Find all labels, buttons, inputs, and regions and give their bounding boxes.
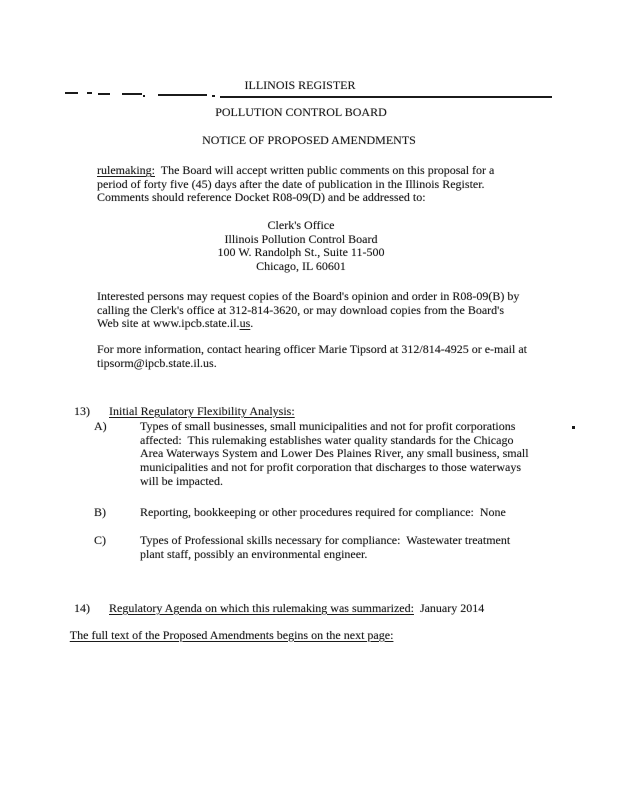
clerk-address-block — [0, 219, 602, 274]
address-line: Illinois Pollution Control Board — [224, 231, 378, 246]
text-line: calling the Clerk's office at 312-814-3620, or may download copies from the Board's — [97, 302, 505, 317]
text-line: Reporting, bookkeeping or other procedures required for compliance: None — [140, 505, 506, 519]
header-rule — [220, 96, 552, 98]
item-14-heading: Regulatory Agenda on which this rulemaking was summarized: — [109, 600, 414, 615]
register-title: ILLINOIS REGISTER — [244, 78, 356, 92]
item-13c — [94, 533, 511, 561]
item-14-value: January 2014 — [413, 600, 485, 615]
scan-dash-artifact — [158, 94, 207, 96]
scan-dash-artifact — [572, 426, 575, 429]
item-13-heading: Initial Regulatory Flexibility Analysis: — [109, 403, 295, 418]
board-title: POLLUTION CONTROL BOARD — [215, 105, 387, 119]
scan-dash-artifact — [98, 93, 110, 95]
item-13b-text — [140, 506, 506, 520]
website-underlined-suffix: us — [239, 316, 251, 331]
notice-title: NOTICE OF PROPOSED AMENDMENTS — [202, 133, 416, 147]
website-text: Web site at www.ipcb.state.il. — [97, 316, 240, 331]
text-line: Area Waterways System and Lower Des Plaines River, any small business, small — [140, 446, 529, 461]
text-line: affected: This rulemaking establishes water quality standards for the Chicago — [140, 432, 514, 447]
item-13c-letter: C) — [94, 533, 106, 547]
item-13c-text — [140, 534, 510, 561]
address-line: 100 W. Randolph St., Suite 11-500 — [217, 245, 385, 260]
address-line: Chicago, IL 60601 — [256, 259, 346, 274]
interested-paragraph — [97, 290, 519, 331]
text-line — [97, 164, 494, 178]
item-13a — [94, 419, 529, 489]
text-line: Types of Professional skills necessary for compliance: Wastewater treatment — [140, 533, 511, 547]
item-13b — [94, 505, 506, 520]
item-13b-letter: B) — [94, 505, 106, 519]
address-line: Clerk's Office — [267, 218, 335, 232]
text-line — [97, 317, 519, 331]
item-13a-text — [140, 420, 529, 489]
rulemaking-paragraph — [97, 164, 494, 205]
text-line: period of forty five (45) days after the date of publication in the Illinois Register. — [97, 176, 485, 191]
text-line: Comments should reference Docket R08-09(D) and be addressed to: — [97, 190, 426, 205]
text-line: For more information, contact hearing officer Marie Tipsord at 312/814-4925 or e-mail at — [97, 342, 528, 356]
text-line: Types of small businesses, small municipalities and not for profit corporations — [140, 419, 516, 433]
rulemaking-underlined-lead: rulemaking: — [97, 163, 155, 177]
rulemaking-line1-rest: The Board will accept written public comments on this proposal for a — [154, 163, 495, 177]
item-13-number: 13) — [74, 403, 90, 418]
text-line: plant staff, possibly an environmental engineer. — [140, 546, 368, 561]
text-line: Interested persons may request copies of the Board's opinion and order in R08-09(B) by — [97, 289, 520, 303]
sentence-period: . — [250, 316, 254, 331]
contact-paragraph — [97, 343, 527, 370]
text-line: municipalities and not for profit corporation that discharges to those waterways — [140, 460, 522, 475]
text-line: will be impacted. — [140, 473, 223, 488]
scan-dash-artifact — [143, 95, 145, 97]
item-14-number: 14) — [74, 600, 90, 615]
item-13a-letter: A) — [94, 419, 107, 433]
footer-continuation-line — [58, 615, 393, 656]
scan-dash-artifact — [212, 95, 215, 97]
text-line: tipsorm@ipcb.state.il.us. — [97, 355, 217, 370]
scan-dash-artifact — [122, 93, 142, 95]
footer-underlined-text: The full text of the Proposed Amendments begins on the next page: — [69, 627, 394, 642]
